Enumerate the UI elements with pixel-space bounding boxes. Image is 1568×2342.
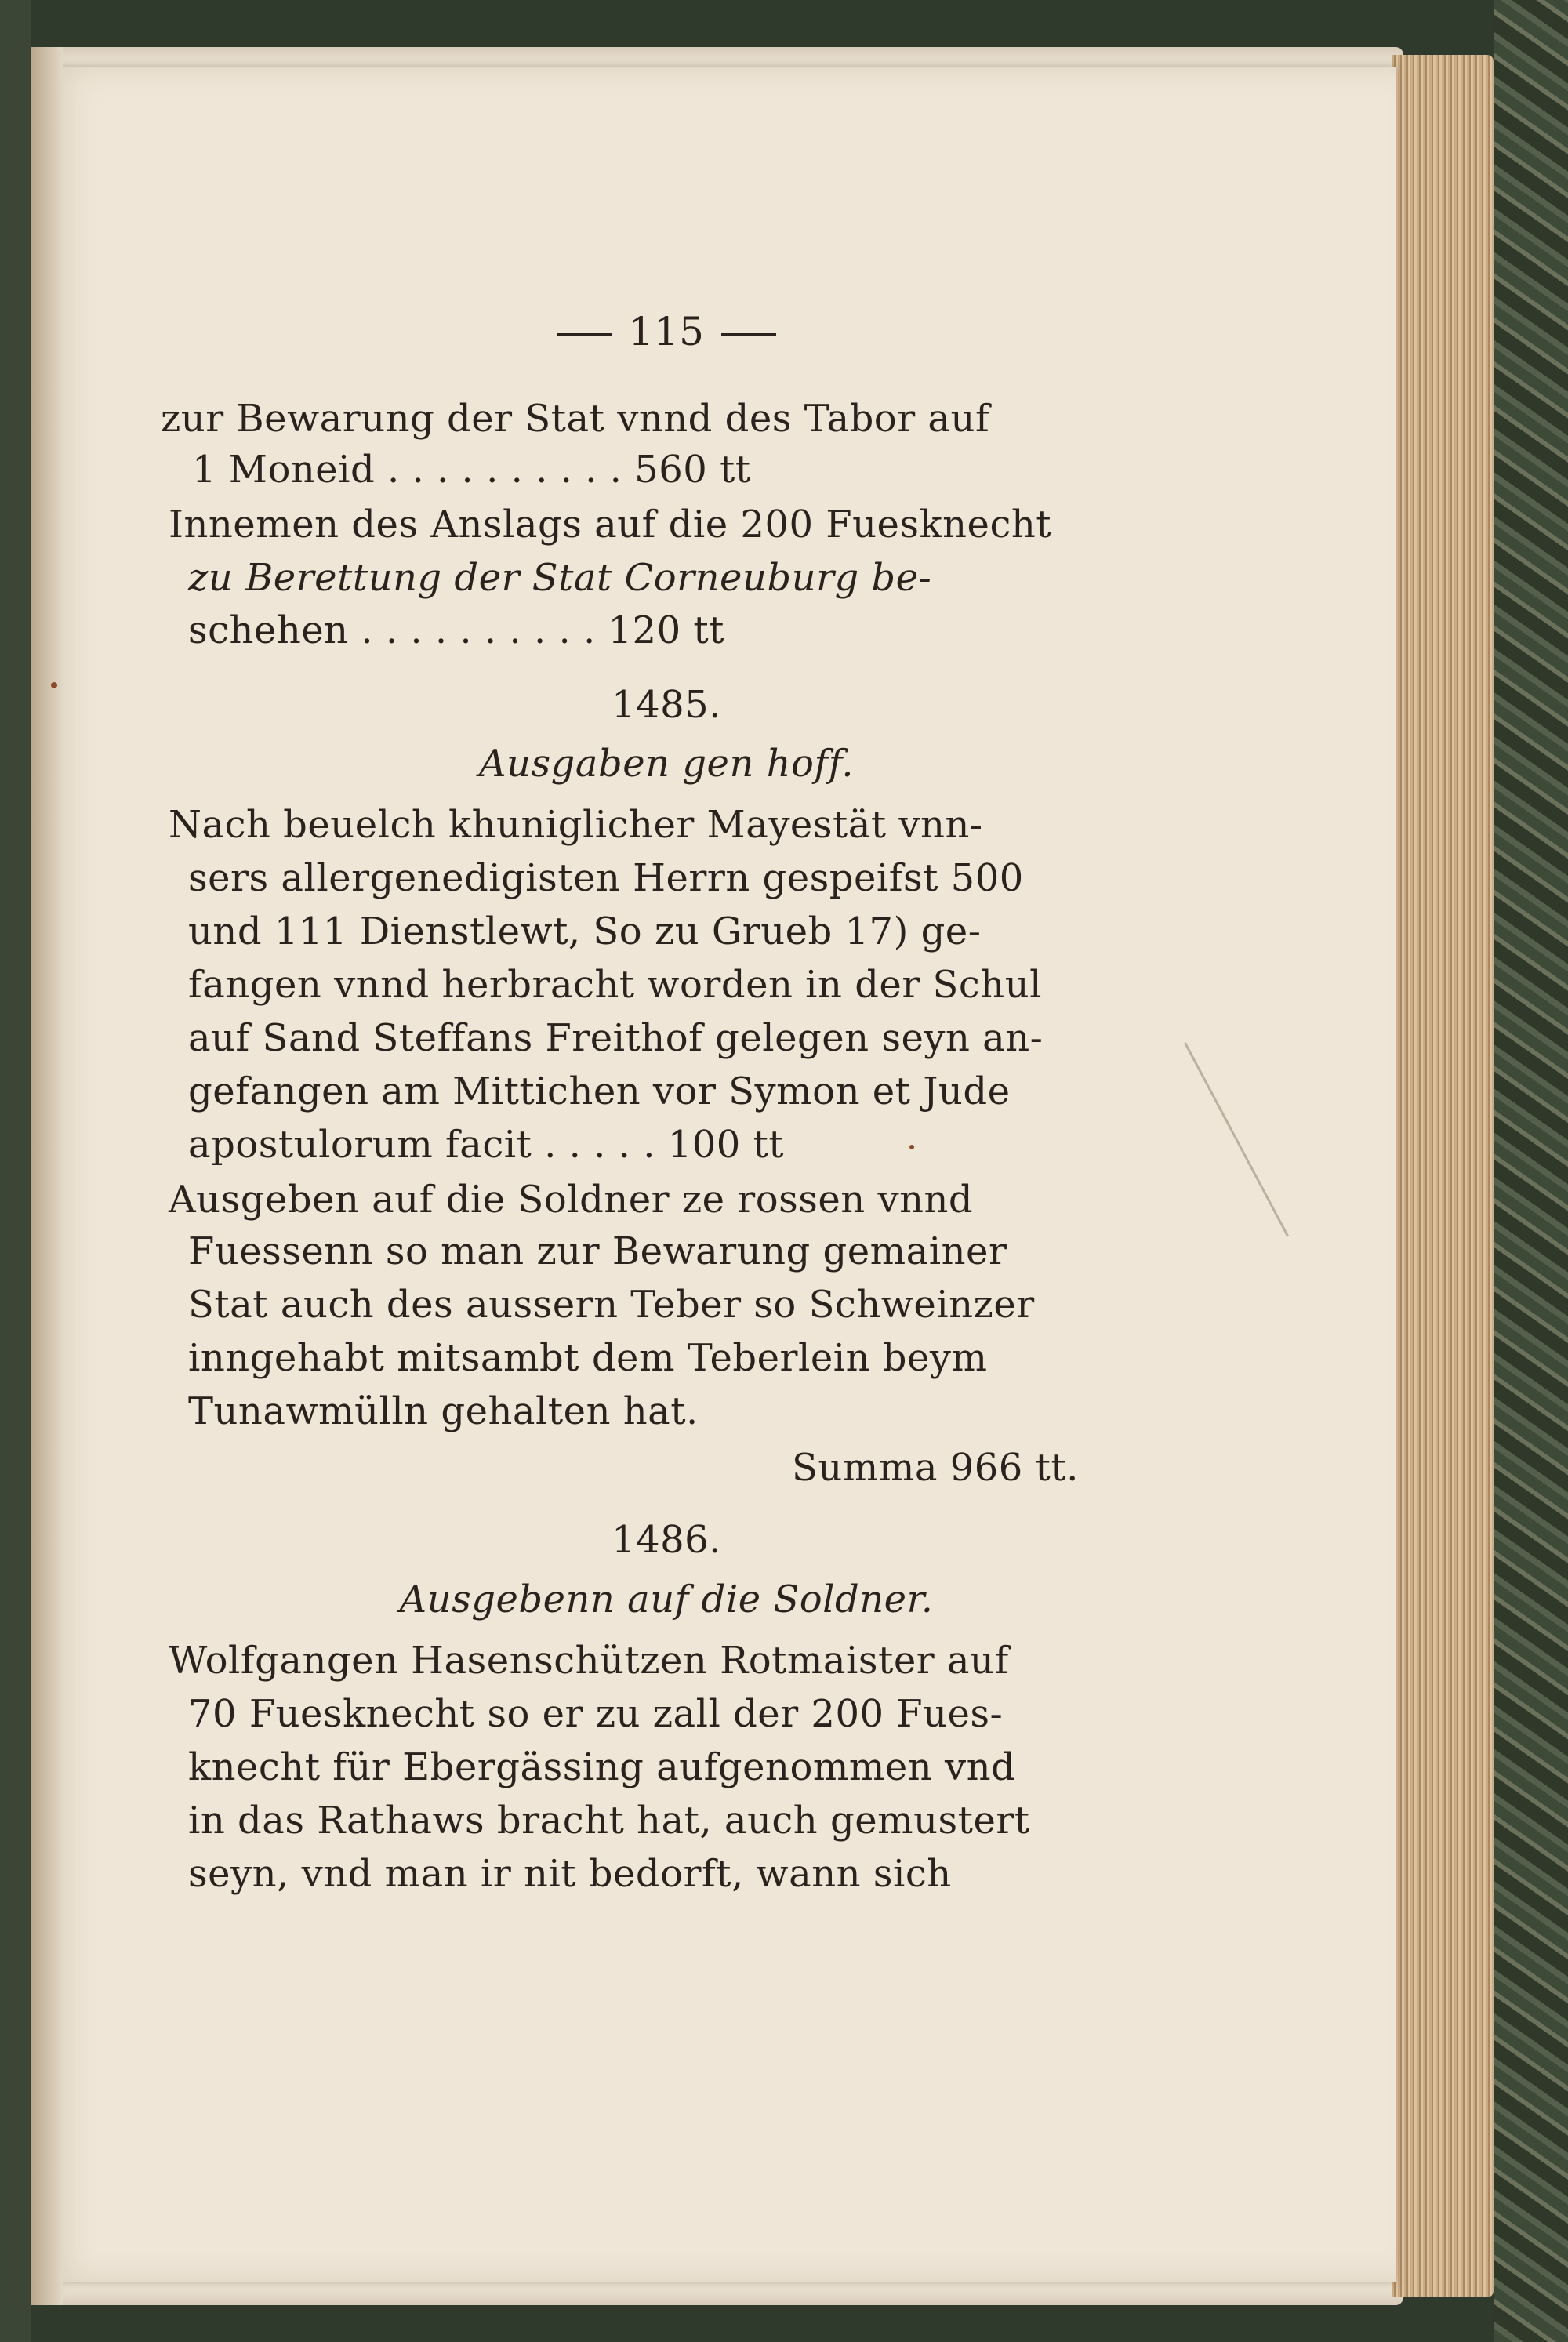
text-line: Ausgeben auf die Soldner ze rossen vnnd — [169, 1178, 974, 1222]
text-line: zu Berettung der Stat Corneuburg be- — [188, 556, 932, 600]
dash-left — [557, 333, 612, 336]
text-line: Tunawmülln gehalten hat. — [188, 1389, 699, 1433]
text-line: zur Bewarung der Stat vnnd des Tabor auf — [161, 397, 990, 441]
page-edges — [1392, 55, 1494, 2297]
text-line: Fuessenn so man zur Bewarung gemainer — [188, 1229, 1007, 1273]
section-heading: Ausgaben gen hoff. — [478, 742, 855, 786]
text-line: in das Rathaws bracht hat, auch gemustert — [188, 1799, 1030, 1843]
marbled-cover — [1494, 0, 1568, 2342]
text-line: apostulorum facit . . . . . 100 tt — [188, 1123, 785, 1167]
text-line: schehen . . . . . . . . . . 120 tt — [188, 608, 724, 652]
text-line: 70 Fuesknecht so er zu zall der 200 Fues- — [188, 1692, 1004, 1736]
text-line: und 111 Dienstlewt, So zu Grueb 17) ge- — [188, 910, 982, 953]
text-line: Stat auch des aussern Teber so Schweinzer — [188, 1283, 1035, 1327]
foxing-spot — [51, 682, 57, 688]
year-heading: 1486. — [612, 1518, 721, 1562]
text-line: seyn, vnd man ir nit bedorft, wann sich — [188, 1852, 952, 1896]
text-line: fangen vnnd herbracht worden in der Schul — [188, 963, 1042, 1007]
sum-line: Summa 966 tt. — [792, 1446, 1079, 1490]
text-line: Innemen des Anslags auf die 200 Fuesknecht — [169, 503, 1052, 546]
gutter-shadow — [31, 47, 63, 2305]
text-line: inngehabt mitsambt dem Teberlein beym — [188, 1336, 988, 1380]
text-line: sers allergenedigisten Herrn gespeifst 500 — [188, 856, 1024, 900]
dash-right — [721, 333, 776, 336]
text-line: auf Sand Steffans Freithof gelegen seyn an- — [188, 1016, 1044, 1060]
text-line: Nach beuelch khuniglicher Mayestät vnn- — [169, 803, 983, 847]
left-cover-edge — [0, 0, 31, 2342]
text-line: 1 Moneid . . . . . . . . . . 560 tt — [192, 448, 751, 492]
section-heading: Ausgebenn auf die Soldner. — [399, 1578, 934, 1621]
page-number-text: 115 — [628, 309, 705, 354]
year-heading: 1485. — [612, 683, 721, 727]
text-line: Wolfgangen Hasenschützen Rotmaister auf — [169, 1639, 1009, 1683]
foxing-spot — [909, 1145, 914, 1149]
text-line: knecht für Ebergässing aufgenommen vnd — [188, 1745, 1016, 1789]
text-line: gefangen am Mittichen vor Symon et Jude — [188, 1069, 1011, 1113]
page-number — [502, 309, 831, 354]
